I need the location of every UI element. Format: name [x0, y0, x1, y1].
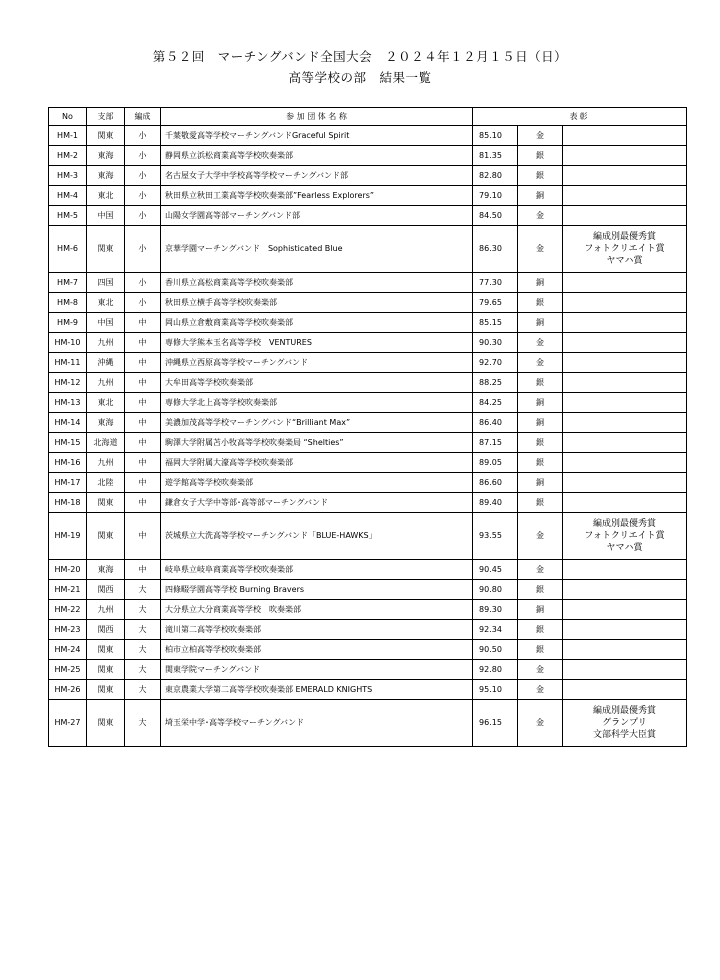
special-award-line: フォトクリエイト賞	[584, 244, 665, 254]
cell-special-award	[563, 273, 687, 293]
cell-special-award	[563, 413, 687, 433]
cell-group-name: 岡山県立倉敷商業高等学校吹奏楽部	[161, 313, 473, 333]
cell-no: HM-18	[49, 493, 87, 513]
cell-branch: 東海	[87, 413, 125, 433]
cell-branch: 東海	[87, 166, 125, 186]
cell-no: HM-16	[49, 453, 87, 473]
cell-score: 89.40	[473, 493, 518, 513]
cell-branch: 関西	[87, 620, 125, 640]
cell-size: 大	[125, 600, 161, 620]
cell-group-name: 福岡大学附属大濠高等学校吹奏楽部	[161, 453, 473, 473]
cell-special-award	[563, 453, 687, 473]
cell-no: HM-12	[49, 373, 87, 393]
cell-no: HM-10	[49, 333, 87, 353]
table-row	[49, 333, 687, 353]
cell-no: HM-13	[49, 393, 87, 413]
cell-group-name: 専修大学熊本玉名高等学校 VENTURES	[161, 333, 473, 353]
cell-special-award	[563, 473, 687, 493]
table-row	[49, 660, 687, 680]
special-award-line: フォトクリエイト賞	[584, 531, 665, 541]
cell-branch: 関東	[87, 493, 125, 513]
cell-medal: 銅	[518, 186, 563, 206]
special-award-line: グランプリ	[602, 718, 647, 728]
cell-branch: 中国	[87, 313, 125, 333]
cell-branch: 関東	[87, 640, 125, 660]
cell-no: HM-1	[49, 126, 87, 146]
cell-special-award	[563, 580, 687, 600]
table-row	[49, 293, 687, 313]
cell-group-name: 専修大学北上高等学校吹奏楽部	[161, 393, 473, 413]
cell-score: 96.15	[473, 700, 518, 747]
table-row	[49, 560, 687, 580]
cell-group-name: 香川県立高松商業高等学校吹奏楽部	[161, 273, 473, 293]
cell-size: 小	[125, 146, 161, 166]
cell-size: 中	[125, 473, 161, 493]
special-award-line: 文部科学大臣賞	[592, 730, 656, 740]
cell-no: HM-6	[49, 226, 87, 273]
cell-size: 中	[125, 513, 161, 560]
cell-size: 中	[125, 393, 161, 413]
cell-medal: 銀	[518, 166, 563, 186]
cell-special-award	[563, 333, 687, 353]
cell-score: 88.25	[473, 373, 518, 393]
cell-score: 92.70	[473, 353, 518, 373]
cell-branch: 東北	[87, 186, 125, 206]
table-row	[49, 680, 687, 700]
cell-medal: 銅	[518, 473, 563, 493]
cell-medal: 銀	[518, 373, 563, 393]
cell-size: 小	[125, 226, 161, 273]
cell-special-award	[563, 353, 687, 373]
cell-special-award	[563, 146, 687, 166]
cell-branch: 四国	[87, 273, 125, 293]
cell-medal: 銀	[518, 493, 563, 513]
cell-group-name: 岐阜県立岐阜商業高等学校吹奏楽部	[161, 560, 473, 580]
cell-size: 大	[125, 620, 161, 640]
cell-branch: 東海	[87, 560, 125, 580]
cell-no: HM-17	[49, 473, 87, 493]
cell-branch: 九州	[87, 600, 125, 620]
table-row	[49, 600, 687, 620]
special-award-line: ヤマハ賞	[606, 256, 643, 266]
cell-medal: 金	[518, 226, 563, 273]
cell-branch: 九州	[87, 373, 125, 393]
cell-special-award	[563, 600, 687, 620]
cell-branch: 関東	[87, 700, 125, 747]
cell-size: 中	[125, 333, 161, 353]
cell-group-name: 鎌倉女子大学中等部･高等部マーチングバンド	[161, 493, 473, 513]
cell-branch: 九州	[87, 333, 125, 353]
cell-no: HM-15	[49, 433, 87, 453]
cell-group-name: 大牟田高等学校吹奏楽部	[161, 373, 473, 393]
table-body	[49, 126, 687, 747]
table-row	[49, 373, 687, 393]
table-row	[49, 493, 687, 513]
cell-medal: 銅	[518, 313, 563, 333]
cell-size: 大	[125, 680, 161, 700]
cell-group-name: 沖縄県立西原高等学校マーチングバンド	[161, 353, 473, 373]
cell-branch: 関東	[87, 226, 125, 273]
cell-group-name: 大分県立大分商業高等学校 吹奏楽部	[161, 600, 473, 620]
cell-branch: 東北	[87, 293, 125, 313]
cell-medal: 金	[518, 560, 563, 580]
cell-medal: 銅	[518, 600, 563, 620]
cell-score: 85.10	[473, 126, 518, 146]
cell-no: HM-9	[49, 313, 87, 333]
table-row	[49, 353, 687, 373]
cell-group-name: 駒澤大学附属苫小牧高等学校吹奏楽局 “Shelties”	[161, 433, 473, 453]
cell-special-award	[563, 680, 687, 700]
cell-size: 中	[125, 313, 161, 333]
cell-size: 大	[125, 700, 161, 747]
cell-score: 82.80	[473, 166, 518, 186]
cell-special-award	[563, 393, 687, 413]
page-title: 第５２回 マーチングバンド全国大会 ２０２４年１２月１５日（日）	[152, 49, 568, 64]
cell-medal: 銅	[518, 273, 563, 293]
cell-special-award	[563, 313, 687, 333]
special-award-line: 編成別最優秀賞	[592, 232, 656, 242]
table-row	[49, 126, 687, 146]
cell-score: 89.30	[473, 600, 518, 620]
cell-score: 79.65	[473, 293, 518, 313]
cell-score: 81.35	[473, 146, 518, 166]
cell-branch: 東北	[87, 393, 125, 413]
cell-special-award	[563, 660, 687, 680]
table-row	[49, 700, 687, 747]
cell-medal: 金	[518, 513, 563, 560]
cell-medal: 銅	[518, 393, 563, 413]
header-name: 参 加 団 体 名 称	[161, 108, 473, 126]
cell-score: 84.50	[473, 206, 518, 226]
cell-no: HM-27	[49, 700, 87, 747]
cell-group-name: 山陽女学園高等部マーチングバンド部	[161, 206, 473, 226]
cell-group-name: 静岡県立浜松商業高等学校吹奏楽部	[161, 146, 473, 166]
cell-score: 84.25	[473, 393, 518, 413]
cell-score: 86.30	[473, 226, 518, 273]
special-award-line: ヤマハ賞	[606, 543, 643, 553]
cell-special-award	[563, 293, 687, 313]
cell-branch: 北陸	[87, 473, 125, 493]
cell-branch: 中国	[87, 206, 125, 226]
table-row	[49, 226, 687, 273]
cell-medal: 金	[518, 700, 563, 747]
cell-size: 中	[125, 353, 161, 373]
cell-size: 中	[125, 433, 161, 453]
cell-group-name: 東京農業大学第二高等学校吹奏楽部 EMERALD KNIGHTS	[161, 680, 473, 700]
cell-score: 90.50	[473, 640, 518, 660]
cell-medal: 金	[518, 353, 563, 373]
table-row	[49, 206, 687, 226]
table-row	[49, 513, 687, 560]
cell-branch: 北海道	[87, 433, 125, 453]
cell-medal: 金	[518, 680, 563, 700]
cell-score: 87.15	[473, 433, 518, 453]
cell-branch: 関東	[87, 680, 125, 700]
cell-score: 89.05	[473, 453, 518, 473]
cell-no: HM-19	[49, 513, 87, 560]
table-row	[49, 620, 687, 640]
cell-group-name: 秋田県立秋田工業高等学校吹奏楽部”Fearless Explorers”	[161, 186, 473, 206]
cell-no: HM-25	[49, 660, 87, 680]
cell-score: 77.30	[473, 273, 518, 293]
cell-special-award	[563, 166, 687, 186]
cell-medal: 銀	[518, 146, 563, 166]
special-award-line: 編成別最優秀賞	[592, 706, 656, 716]
cell-score: 92.80	[473, 660, 518, 680]
cell-score: 92.34	[473, 620, 518, 640]
cell-group-name: 四條畷学園高等学校 Burning Bravers	[161, 580, 473, 600]
cell-group-name: 名古屋女子大学中学校高等学校マーチングバンド部	[161, 166, 473, 186]
cell-size: 中	[125, 373, 161, 393]
cell-group-name: 柏市立柏高等学校吹奏楽部	[161, 640, 473, 660]
cell-group-name: 滝川第二高等学校吹奏楽部	[161, 620, 473, 640]
cell-medal: 銅	[518, 413, 563, 433]
cell-score: 90.30	[473, 333, 518, 353]
cell-size: 小	[125, 206, 161, 226]
table-row	[49, 473, 687, 493]
cell-no: HM-21	[49, 580, 87, 600]
cell-group-name: 遊学館高等学校吹奏楽部	[161, 473, 473, 493]
table-row	[49, 186, 687, 206]
cell-medal: 銀	[518, 580, 563, 600]
cell-special-award	[563, 373, 687, 393]
cell-size: 大	[125, 580, 161, 600]
table-row	[49, 313, 687, 333]
table-row	[49, 580, 687, 600]
header-branch: 支部	[87, 108, 125, 126]
cell-size: 中	[125, 413, 161, 433]
cell-special-award	[563, 493, 687, 513]
cell-size: 小	[125, 166, 161, 186]
table-row	[49, 413, 687, 433]
cell-size: 大	[125, 660, 161, 680]
cell-special-award	[563, 206, 687, 226]
cell-no: HM-14	[49, 413, 87, 433]
table-row	[49, 393, 687, 413]
cell-branch: 沖縄	[87, 353, 125, 373]
cell-score: 86.60	[473, 473, 518, 493]
cell-score: 95.10	[473, 680, 518, 700]
cell-special-award	[563, 560, 687, 580]
cell-score: 90.80	[473, 580, 518, 600]
cell-size: 小	[125, 273, 161, 293]
cell-no: HM-24	[49, 640, 87, 660]
cell-medal: 金	[518, 206, 563, 226]
table-row	[49, 453, 687, 473]
cell-special-award	[563, 126, 687, 146]
cell-group-name: 千葉敬愛高等学校マーチングバンドGraceful Spirit	[161, 126, 473, 146]
cell-score: 79.10	[473, 186, 518, 206]
special-award-line: 編成別最優秀賞	[592, 519, 656, 529]
cell-no: HM-23	[49, 620, 87, 640]
cell-group-name: 秋田県立横手高等学校吹奏楽部	[161, 293, 473, 313]
cell-no: HM-5	[49, 206, 87, 226]
table-row	[49, 273, 687, 293]
cell-score: 93.55	[473, 513, 518, 560]
cell-no: HM-3	[49, 166, 87, 186]
header-size: 編成	[125, 108, 161, 126]
results-table	[48, 107, 687, 747]
cell-medal: 金	[518, 126, 563, 146]
cell-no: HM-11	[49, 353, 87, 373]
table-row	[49, 433, 687, 453]
cell-medal: 銀	[518, 620, 563, 640]
cell-size: 小	[125, 126, 161, 146]
cell-size: 小	[125, 186, 161, 206]
cell-no: HM-22	[49, 600, 87, 620]
cell-size: 小	[125, 293, 161, 313]
page-subtitle: 高等学校の部 結果一覧	[288, 70, 432, 85]
cell-no: HM-20	[49, 560, 87, 580]
cell-medal: 銀	[518, 293, 563, 313]
cell-branch: 九州	[87, 453, 125, 473]
cell-no: HM-7	[49, 273, 87, 293]
cell-branch: 東海	[87, 146, 125, 166]
table-row	[49, 640, 687, 660]
cell-special-award	[563, 513, 687, 560]
header-no: No	[49, 108, 87, 126]
cell-group-name: 関東学院マーチングバンド	[161, 660, 473, 680]
cell-no: HM-4	[49, 186, 87, 206]
cell-branch: 関西	[87, 580, 125, 600]
cell-no: HM-2	[49, 146, 87, 166]
table-header-row	[49, 108, 687, 126]
table-row	[49, 166, 687, 186]
cell-group-name: 埼玉栄中学･高等学校マーチングバンド	[161, 700, 473, 747]
cell-group-name: 茨城県立大洗高等学校マーチングバンド「BLUE-HAWKS」	[161, 513, 473, 560]
cell-medal: 金	[518, 333, 563, 353]
cell-special-award	[563, 226, 687, 273]
table-row	[49, 146, 687, 166]
cell-score: 85.15	[473, 313, 518, 333]
cell-special-award	[563, 620, 687, 640]
cell-branch: 関東	[87, 660, 125, 680]
cell-group-name: 京華学園マーチングバンド Sophisticated Blue	[161, 226, 473, 273]
cell-medal: 銀	[518, 640, 563, 660]
cell-size: 中	[125, 453, 161, 473]
cell-no: HM-8	[49, 293, 87, 313]
cell-medal: 銀	[518, 453, 563, 473]
cell-special-award	[563, 433, 687, 453]
cell-size: 中	[125, 493, 161, 513]
cell-score: 86.40	[473, 413, 518, 433]
header-award: 表彰	[473, 108, 687, 126]
cell-score: 90.45	[473, 560, 518, 580]
cell-no: HM-26	[49, 680, 87, 700]
cell-medal: 銀	[518, 433, 563, 453]
cell-special-award	[563, 186, 687, 206]
cell-branch: 関東	[87, 513, 125, 560]
cell-size: 大	[125, 640, 161, 660]
cell-group-name: 美濃加茂高等学校マーチングバンド“Brilliant Max”	[161, 413, 473, 433]
cell-special-award	[563, 700, 687, 747]
cell-branch: 関東	[87, 126, 125, 146]
cell-size: 中	[125, 560, 161, 580]
cell-special-award	[563, 640, 687, 660]
cell-medal: 金	[518, 660, 563, 680]
